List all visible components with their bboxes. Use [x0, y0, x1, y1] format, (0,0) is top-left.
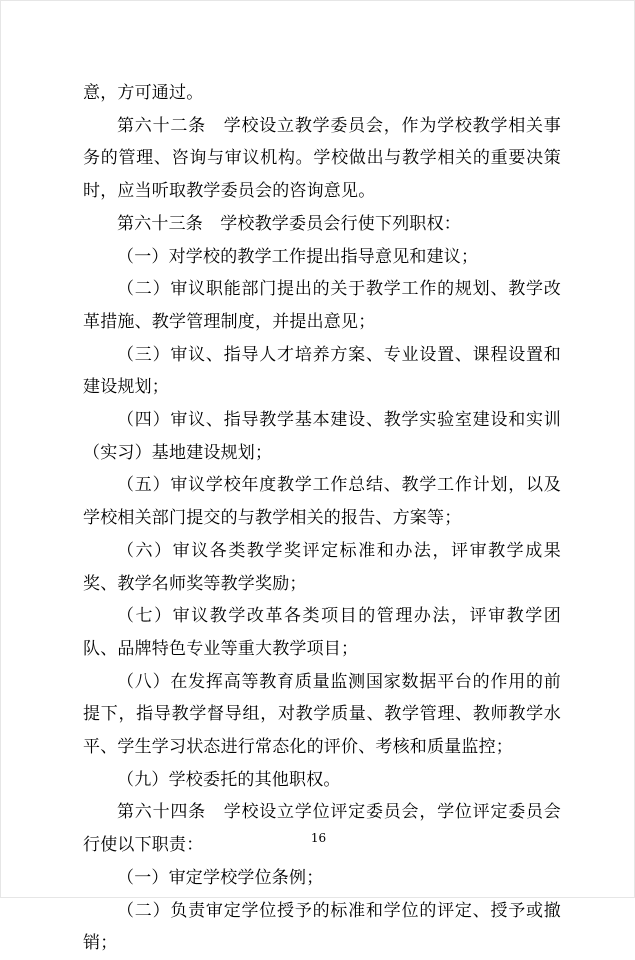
article-63-item-9: （九）学校委托的其他职权。	[117, 769, 341, 790]
document-body	[83, 77, 561, 960]
paragraph-continuation: 意，方可通过。	[83, 83, 204, 103]
article-63-item-1: （一）对学校的教学工作提出指导意见和建议；	[117, 246, 479, 267]
article-63-item-8: （八）在发挥高等教育质量监测国家数据平台的作用的前提下，指导教学督导组，对教学质量、教学管理、教师教学水平、学生学习状态进行常态化的评价、考核和质量监控；	[83, 671, 561, 758]
article-64: 第六十四条 学校设立学位评定委员会，学位评定委员会行使以下职责：	[83, 802, 561, 856]
article-63-item-5: （五）审议学校年度教学工作总结、教学工作计划，以及学校相关部门提交的与教学相关的报告、方案等；	[83, 475, 561, 529]
article-62: 第六十二条 学校设立教学委员会，作为学校教学相关事务的管理、咨询与审议机构。学校做出与教学相关的重要决策时，应当听取教学委员会的咨询意见。	[83, 115, 561, 202]
article-64-item-2: （二）负责审定学位授予的标准和学位的评定、授予或撤销；	[83, 900, 561, 954]
article-63-item-7: （七）审议教学改革各类项目的管理办法，评审教学团队、品牌特色专业等重大教学项目；	[83, 606, 561, 659]
page-number: 16	[310, 831, 327, 845]
article-63: 第六十三条 学校教学委员会行使下列职权：	[117, 213, 461, 234]
article-63-item-6: （六）审议各类教学奖评定标准和办法，评审教学成果奖、教学名师奖等教学奖励；	[83, 540, 561, 594]
article-63-item-3: （三）审议、指导人才培养方案、专业设置、课程设置和建设规划；	[83, 344, 561, 398]
article-64-item-1: （一）审定学校学位条例；	[117, 867, 324, 888]
article-63-item-2: （二）审议职能部门提出的关于教学工作的规划、教学改革措施、教学管理制度，并提出意见；	[83, 279, 561, 332]
article-63-item-4: （四）审议、指导教学基本建设、教学实验室建设和实训（实习）基地建设规划；	[83, 410, 561, 463]
